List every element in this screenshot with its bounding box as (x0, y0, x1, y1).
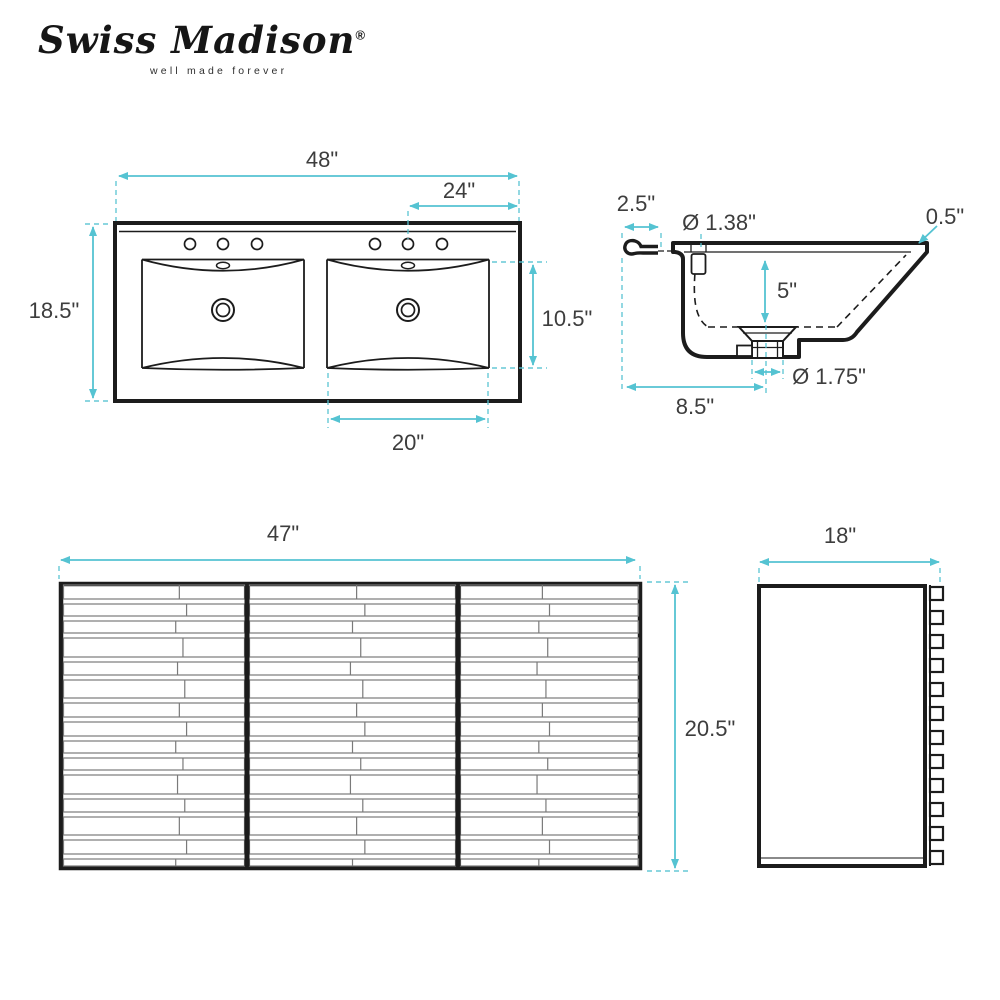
dim-label-rim-thickness: 0.5" (925, 204, 965, 229)
faucet-hole (403, 239, 414, 250)
backsplash-profile (625, 241, 658, 254)
basin-shell-outline (673, 243, 927, 357)
dim-label-drain-diameter: Ø 1.75" (792, 364, 866, 389)
brand-tagline: well made forever (150, 65, 288, 77)
cabinet-side-outline (759, 586, 925, 866)
dim-label-overall-depth: 18.5" (28, 298, 80, 323)
countertop-outline (115, 223, 520, 401)
dim-label-faucet-diameter: Ø 1.38" (682, 210, 756, 235)
faucet-hole (185, 239, 196, 250)
dim-label-drain-offset: 8.5" (675, 394, 715, 419)
dim-label-bowl-depth: 5" (776, 278, 798, 303)
dim-label-basin-depth: 10.5" (541, 306, 593, 331)
dim-label-overall-width: 48" (305, 147, 339, 172)
cabinet-front-outline (61, 584, 640, 868)
dim-label-basin-width: 20" (391, 430, 425, 455)
slat-edge-profile (930, 585, 943, 866)
cabinet-front-view (61, 584, 640, 868)
faucet-hole (370, 239, 381, 250)
sink-top-view (115, 223, 520, 401)
cabinet-side-view (759, 585, 943, 866)
brand-name: Swiss Madison® (38, 18, 367, 62)
faucet-hole (437, 239, 448, 250)
dim-label-center-offset: 24" (442, 178, 476, 203)
faucet-shank (692, 254, 706, 274)
dim-label-cabinet-width: 47" (266, 521, 300, 546)
registered-trademark: ® (355, 27, 367, 43)
dim-label-cabinet-depth: 18" (823, 523, 857, 548)
drain-coupling (737, 346, 752, 357)
faucet-hole (252, 239, 263, 250)
dim-label-backsplash: 2.5" (616, 191, 656, 216)
sink-section-view (625, 241, 927, 358)
faucet-hole (218, 239, 229, 250)
dim-label-cabinet-height: 20.5" (684, 716, 736, 741)
